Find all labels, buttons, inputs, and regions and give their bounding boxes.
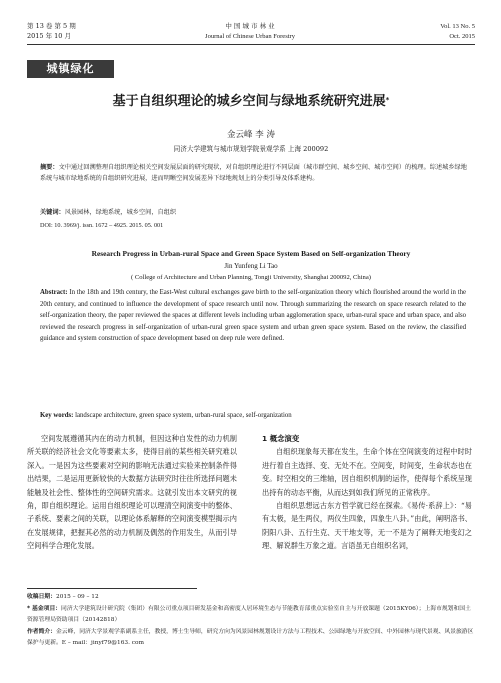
paper-title-text: 基于自组织理论的城乡空间与绿地系统研究进展 <box>112 94 386 109</box>
abstract-cn-text: 文中通过回溯整理自组织理论相关空间发展层面的研究现状，对自组织理论进行不同层面（城市群空间、城乡空间、城市空间）的梳理。综述城乡绿地系统与城市绿地系统的自组织研究进展，进而明晰空间发展差异下绿地规划上的分类引导及体系建构。 <box>40 164 467 182</box>
body-right-column <box>262 432 472 553</box>
header-rule <box>27 44 475 45</box>
body-left-column <box>27 432 237 553</box>
english-affiliation: ( College of Architecture and Urban Planning, Tongji University, Shanghai 200092, China) <box>131 274 371 281</box>
title-footnote-mark: * <box>385 96 390 104</box>
english-keywords-text: landscape architecture, green space system, urban-rural space, self-organization <box>75 412 292 419</box>
footnote-fund <box>27 604 475 625</box>
section-heading: 1 概念演变 <box>262 434 300 443</box>
footnote-author <box>27 627 475 648</box>
header-date-en: Oct. 2015 <box>449 33 475 40</box>
body-paragraph: 自组织思想远古东方哲学就已经在探索。《易传·系辞上》：“易有太极，是生两仪，两仪生四象，四象生八卦。”由此，阐明洛书、阴阳八卦、五行生克、天干地支等，无一不是为了阐释天地变幻之理、解说群生万象之道。言语虽无自组织名词， <box>262 501 472 551</box>
footnote-received-label: 收稿日期： <box>27 594 56 600</box>
header-journal-cn: 中 国 城 市 林 业 <box>225 22 275 30</box>
abstract-cn-label: 摘要： <box>40 164 59 171</box>
english-keywords-label: Key words: <box>40 412 74 419</box>
body-paragraph: 空间发展遵循其内在的动力机制，但因这种自发性的动力机制所关联的经济社会文化等要素太多，使得目前的某些相关研究难以深入。一是因为这些要素对空间的影响无法通过实验来控制条件得出结果，二是运用更新较快的大数据方法研究时往往所选择问题未能触及社会性、整体性的空间研究需求。这就引发出本文研究的视角，即自组织理论。运用自组织理论可以理清空间演变中的整体、子系统、要素之间的关联，以理论体系解释的空间演变模型揭示内在发展规律，把握其必然的动力机制及偶然的作用发生，从而引导空间科学合理化发展。 <box>27 434 237 551</box>
paper-affiliation: 同济大学建筑与城市规划学院景观学系 上海 200092 <box>173 145 329 153</box>
footnote-fund-text: 同济大学建筑设计研究院（集团）有限公司重点项目研发基金和高密度人居环境生态与节能教育部重点实验室自主与开放课题（2015KY06）；上海市规划和国土资源管理局资助项目（20142818） <box>27 606 471 623</box>
english-abstract-text: In the 18th and 19th century, the East-West cultural exchanges gave birth to the self-organization theory which flourished around the world in the 20th century, and continued to influence the development of space research until now. Through summarizing the research on space research related to the self-organization theory, the paper reviewed the spaces at different levels including urban agglomeration space, urban-rural space and urban space, and also reviewed the research progress in self-organization of urban-rural green space system and urban green space system. Based on the review, the classified guidance and system construction of space development based on deep rule were defined. <box>40 289 466 343</box>
header-volume: Vol. 13 No. 5 <box>440 23 475 30</box>
english-abstract-label: Abstract: <box>40 289 68 296</box>
footnote-author-label: 作者简介： <box>27 629 56 635</box>
footnote-fund-label: * 基金项目： <box>27 606 62 612</box>
keywords-cn-text: 风景园林，绿地系统，城乡空间，自组织 <box>64 209 177 216</box>
english-authors: Jin Yunfeng Li Tao <box>224 262 278 270</box>
footnote-author-text: 金云峰，同济大学景观学系副系主任，教授，博士生导师，研究方向为风景园林规划设计方法与工程技术、公园绿地与开放空间、中外园林与现代景观、风景旅游区保护与更新。E – mail：jinyf79@163. com <box>27 629 474 646</box>
header-journal-en: Journal of Chinese Urban Forestry <box>205 33 295 40</box>
header-issue: 第 13 卷 第 5 期 <box>27 22 76 30</box>
keywords-cn <box>40 207 468 218</box>
keywords-cn-label: 关键词： <box>40 209 65 216</box>
paper-authors: 金云峰 李 涛 <box>227 130 275 140</box>
abstract-cn <box>40 162 468 184</box>
english-title: Research Progress in Urban-rural Space and Green Space System Based on Self-organization Theory <box>91 249 411 258</box>
doi: DOI: 10. 3969/j. issn. 1672 – 4925. 2015. 05. 001 <box>40 222 164 229</box>
section-tag: 城镇绿化 <box>27 60 114 78</box>
paper-title <box>27 94 475 110</box>
footnote-rule <box>27 588 197 589</box>
header-date-cn: 2015 年 10 月 <box>27 32 72 40</box>
footnote-received-date: 2015 – 09 – 12 <box>56 594 99 600</box>
english-keywords <box>40 410 466 421</box>
body-paragraph: 自组织现象每天都在发生，生命个体在空间演变的过程中时时进行着自主选择、变、无处不在。空间变，时间变，生命状态也在变。时空相交的三维轴，因自组织机制的运作，使得每个系统呈现出持有的动态平衡，从而达到如我们所见的正常秩序。 <box>262 447 472 497</box>
english-abstract <box>40 287 466 345</box>
footnote-received <box>27 592 475 603</box>
